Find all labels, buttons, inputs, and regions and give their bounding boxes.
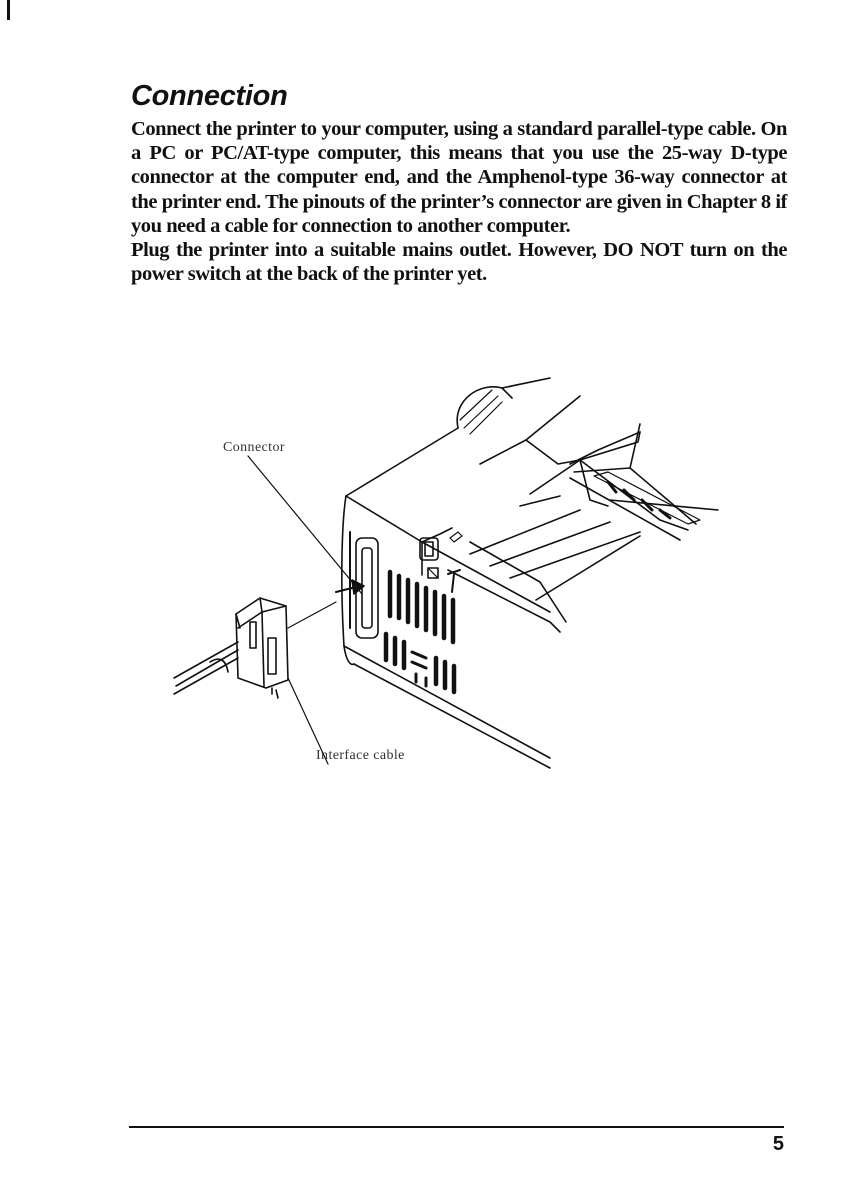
tractor-paper xyxy=(570,424,700,540)
connector-label: Connector xyxy=(223,440,285,455)
interface-cable-label: Interface cable xyxy=(316,748,405,763)
printer-connection-illustration xyxy=(140,360,740,780)
paragraph-mains-outlet: Plug the printer into a suitable mains outlet. However, DO NOT turn on the power switch at the back of the printer yet. xyxy=(131,239,787,286)
interface-cable xyxy=(174,642,238,694)
power-switch xyxy=(420,532,462,592)
paragraph-connect-cable: Connect the printer to your computer, using a standard parallel-type cable. On a PC or PC/AT-type computer, this means that you use the 25-way D-type connector at the computer end, and the Amphenol-type 36-way connector at the printer end. The pinouts of the printer’s connector are given in Chapter 8 if you need a cable for connection to another computer. xyxy=(131,118,787,237)
footer-rule xyxy=(129,1126,784,1128)
page-number: 5 xyxy=(772,1133,784,1155)
printer-body xyxy=(342,378,718,768)
section-heading: Connection xyxy=(131,80,288,112)
cable-plug xyxy=(236,598,288,698)
platen-knob xyxy=(457,387,512,434)
paper-path-lines xyxy=(470,496,640,600)
body-text xyxy=(131,117,787,286)
margin-mark xyxy=(7,0,10,20)
